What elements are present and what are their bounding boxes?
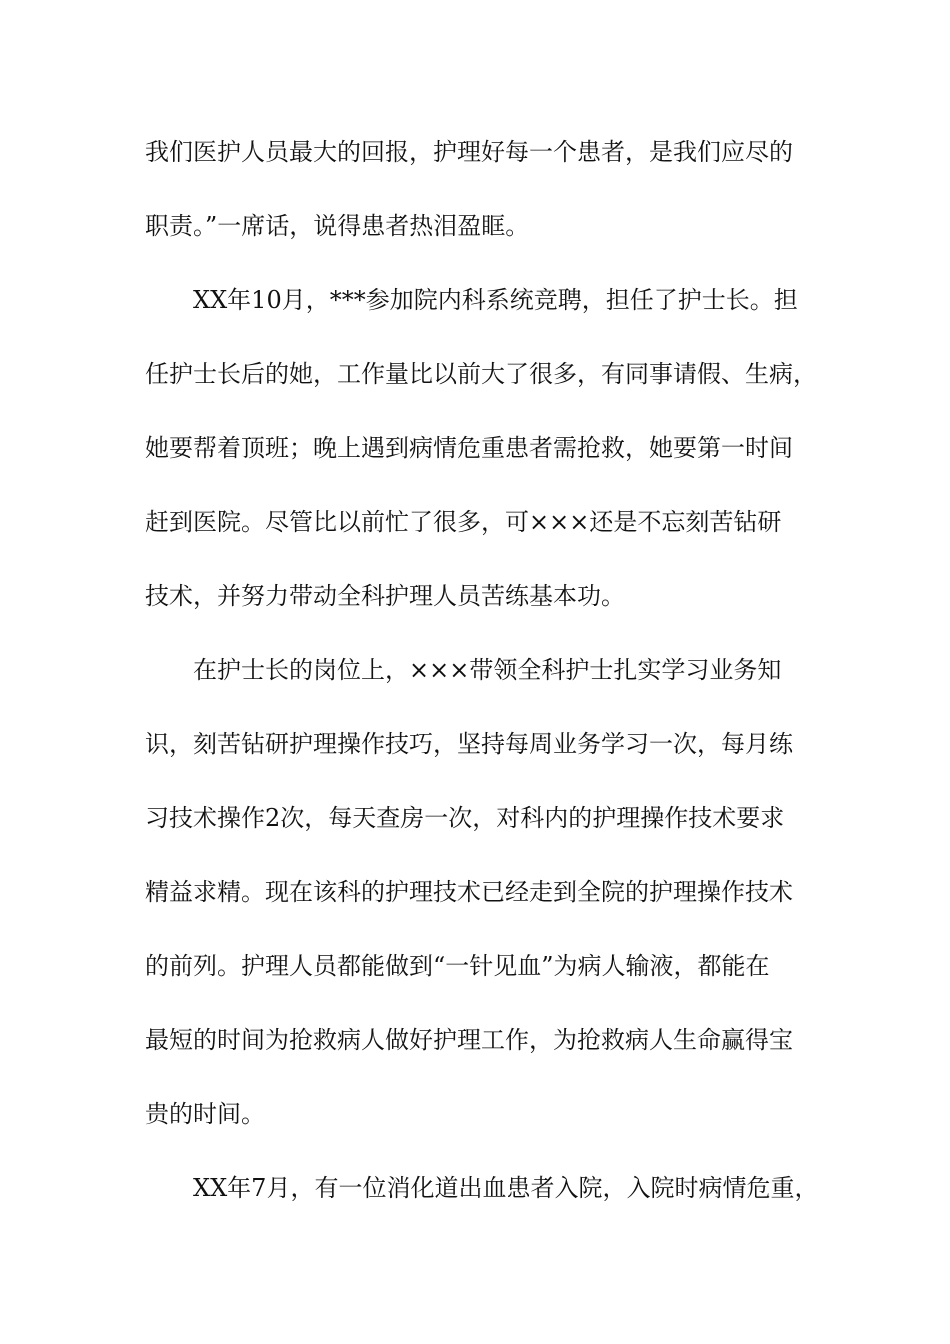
text-line-2: 职责。”一席话，说得患者热泪盈眶。 [145,212,530,240]
text-line-6: 赶到医院。尽管比以前忙了很多，可×××还是不忘刻苦钻研 [145,508,782,536]
text-line-5: 她要帮着顶班；晚上遇到病情危重患者需抢救，她要第一时间 [145,434,793,462]
paragraph-start-line: XX年7月，有一位消化道出血患者入院，入院时病情危重， [193,1174,819,1202]
text-line-7: 技术，并努力带动全科护理人员苦练基本功。 [145,582,625,610]
text-line-12: 的前列。护理人员都能做到“一针见血”为病人输液，都能在 [145,952,770,980]
paragraph-start-line: XX年10月，***参加院内科系统竞聘，担任了护士长。担 [193,286,798,314]
text-line-11: 精益求精。现在该科的护理技术已经走到全院的护理操作技术 [145,878,793,906]
text-line-10: 习技术操作2次，每天查房一次，对科内的护理操作技术要求 [145,804,785,832]
text-line-13: 最短的时间为抢救病人做好护理工作，为抢救病人生命赢得宝 [145,1026,793,1054]
paragraph-start-line: 在护士长的岗位上，×××带领全科护士扎实学习业务知 [193,656,782,684]
text-line-4: 任护士长后的她，工作量比以前大了很多，有同事请假、生病， [145,360,817,388]
text-line-14: 贵的时间。 [145,1100,265,1128]
text-line-1: 我们医护人员最大的回报，护理好每一个患者，是我们应尽的 [145,138,793,166]
text-line-9: 识，刻苦钻研护理操作技巧，坚持每周业务学习一次，每月练 [145,730,793,758]
